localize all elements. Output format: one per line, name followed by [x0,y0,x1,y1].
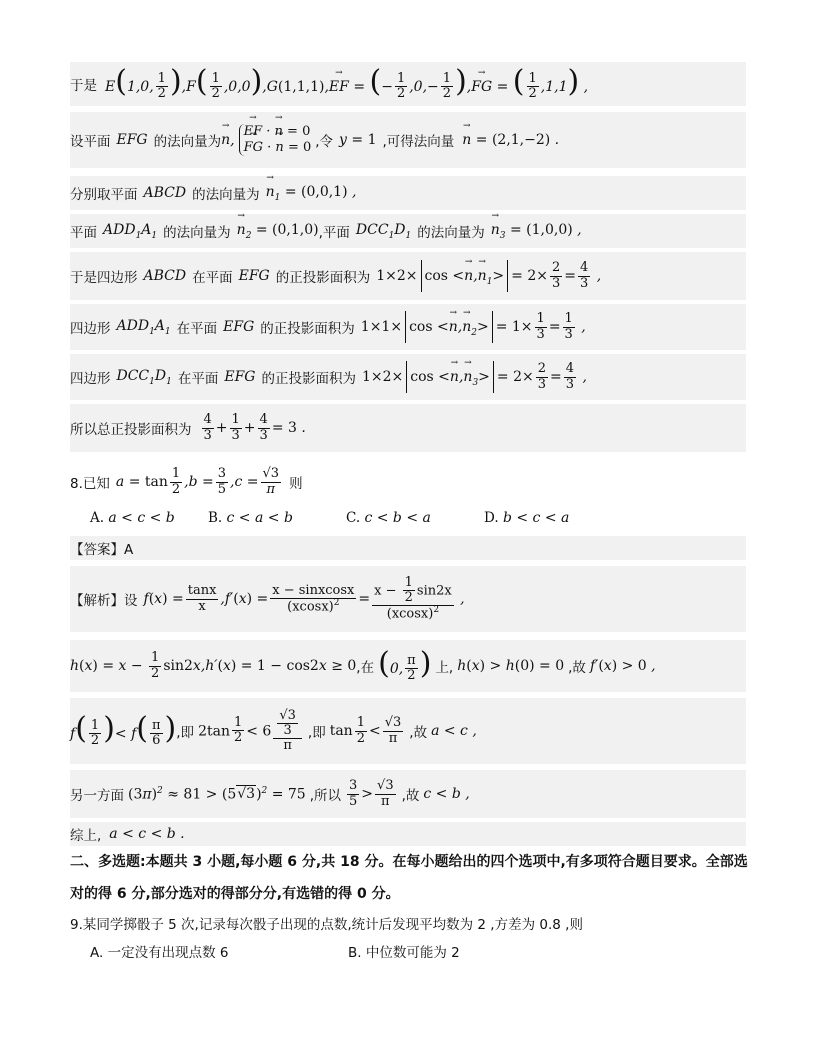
q8-text-gu: ,故 [568,660,586,676]
math-c-lt-b: c < b , [423,786,470,802]
math-efg-2: EFG [238,268,270,284]
math-pi-compare: $(3\pi)^2 \approx 81 > (5√3)^2 = 75$ [128,785,306,803]
q8-analysis-line-2 [70,640,746,692]
q8-text-ji-1: ,即 [176,725,195,741]
solution-line-coordinates [70,62,746,106]
q8-answer [70,536,746,560]
q8-option-a: A. a < c < b [90,510,175,526]
q8-text-shang: 上, [435,660,454,676]
q9-option-a: A. 一定没有出现点数 6 [90,945,229,961]
solution-line-area-abcd [70,252,746,300]
solution-line-area-add1a1 [70,304,746,350]
math-q8-values: a = tan $\frac{1}{2}$ ,b = $\frac{3}{5}$ ,c = $\frac{√3}{\pi}$ [115,466,280,497]
math-add1a1: $ADD_1A_1$ [103,221,158,241]
question-8-options [90,510,569,526]
q8-text-gu-3: ,故 [401,788,420,804]
q8-option-d: D. b < c < a [484,510,570,526]
section-2-heading: 二、多选题:本题共 3 小题,每小题 6 分,共 18 分。在每小题给出的四个选项中,有多项符合题目要求。全部选对的得 6 分,部分选对的得部分分,有选错的得 0 分。 [70,854,748,902]
q8-text-conclusion: 综上, [70,828,102,844]
text-normal-is: 的法向量为 [192,187,260,203]
question-8-stem [70,460,746,504]
q8-answer-label: 【答案】A [70,542,134,558]
math-dcc1d1: $DCC_1D_1$ [355,221,412,241]
math-2tan: 2tan $\frac{1}{2}$ < 6 $\frac{\frac{√3}{3}}{\pi}$ [198,709,304,754]
text-plane-2: ,平面 [318,225,350,241]
math-dcc1d1-2: $DCC_1D_1$ [116,367,172,387]
math-three-fifths: $\frac{3}{5}$ > $\frac{√3}{\pi}$ [349,778,394,809]
solution-line-normal-vector [70,112,746,168]
q8-option-c: C. c < b < a [346,510,431,526]
text-in-plane-2: 在平面 [176,321,218,337]
q8-analysis-line-1 [70,566,746,632]
solution-line-n2-n3 [70,214,746,248]
math-area-3: $1\times 2\times \cos <\to n,\to n_3> = 2\times$ $\frac{2}{3}$ = $\frac{4}{3}$ , [362,361,587,393]
q8-analysis-label: 【解析】设 [70,593,138,609]
math-fx-derivative: f(x) = $\frac{\tan x}{x}$ ,f′(x) = $\frac{\text{x − sinxcosx}}{(xcosx)^2}$ = x − $\frac{1}{2}$ sin2x $(xcosx)^2$ , [143,574,465,622]
q8-text-suoyi: ,所以 [309,788,342,804]
math-fprime-pos: f′(x) > 0 , [589,658,656,674]
math-efg-4: EFG [224,369,256,385]
text-quad: 四边形 [70,321,111,337]
math-n-value: → n = (2,1,−2) . [462,132,559,148]
math-a-lt-c: a < c , [431,723,477,739]
math-f-compare: f( $\frac{1}{2}$ )< f( $\frac{\pi}{6}$ ) [70,710,177,749]
text-quad-abcd: 于是四边形 [70,270,138,286]
q8-suffix: 则 [289,476,303,492]
math-interval: (0, $\frac{\pi}{2}$ ) [378,645,432,684]
math-final-order: a < c < b . [109,826,185,842]
text-set-plane: 设平面 [70,134,111,150]
text-get-normal: ,可得法向量 [382,134,455,150]
text-plane: 平面 [70,225,97,241]
q8-text-other-hand: 另一方面 [70,788,124,804]
text-normal-is-2: 的法向量为 [163,225,231,241]
q8-option-b: B. c < a < b [208,510,293,526]
text-let: ,令 [315,134,334,150]
math-points-vectors: E(1,0, $\frac{1}{2}$ ),F( $\frac{1}{2}$ ,0,0),G(1,1,1),→ EF = (− $\frac{1}{2}$ ,0,− $\frac{1}{2}$ ),→ FG = ( $\frac{1}{2}$ ,1,1) , [105,67,588,102]
text-total-area: 所以总正投影面积为 [70,422,192,438]
math-n3: → $n_3 = (1,0,0)$ , [491,222,582,241]
q9-stem-text: 9.某同学掷骰子 5 次,记录每次骰子出现的点数,统计后发现平均数为 2 ,方差为 0.8 ,则 [70,917,583,933]
math-n1: → $n_1 = (0,0,1)$ , [266,184,357,203]
math-n2: → $n_2 = (0,1,0)$ [237,222,319,241]
question-9-options [90,941,460,961]
math-hx-pos: h(x) > h(0) = 0 [457,658,565,674]
q8-text-gu-2: ,故 [409,725,428,741]
math-total: $\frac{4}{3}$ + $\frac{1}{3}$ + $\frac{4}{3}$ = 3 . [203,412,306,443]
math-abcd: ABCD [143,185,187,201]
math-add1a1-2: $ADD_1A_1$ [116,317,171,337]
math-hx: h(x) = x − $\frac{1}{2}$ sin2x,h′(x) = 1 − cos2x ≥ 0 [70,650,357,681]
q8-text-zai: ,在 [356,660,375,676]
text-proj-area-2: 的正投影面积为 [260,321,355,337]
text-in-plane-3: 在平面 [177,371,219,387]
q9-option-b: B. 中位数可能为 2 [348,945,460,961]
math-efg: EFG [116,132,148,148]
q8-analysis-line-4 [70,770,746,818]
math-area-2: $1\times 1\times \cos <\to n,\to n_2> = 1\times$ $\frac{1}{3}$ = $\frac{1}{3}$ , [361,311,586,343]
text-normal-vector-is: 的法向量为 [153,134,222,150]
math-abcd-2: ABCD [143,268,187,284]
solution-line-n1 [70,176,746,210]
text-take-plane: 分别取平面 [70,187,138,203]
text-yushi: 于是 [70,78,97,94]
math-area-1: $1\times 2\times \cos <\to n,\to n_1> = 2\times$ $\frac{2}{3}$ = $\frac{4}{3}$ , [376,260,601,292]
math-y-eq-1: y = 1 [339,132,377,148]
question-9-stem [70,912,746,934]
q8-text-ji-2: ,即 [307,725,326,741]
q8-prefix: 8.已知 [70,476,110,492]
text-proj-area: 的正投影面积为 [275,270,371,286]
solution-line-area-dcc1d1 [70,354,746,400]
math-efg-3: EFG [223,319,255,335]
text-normal-is-3: 的法向量为 [417,225,485,241]
text-quad-2: 四边形 [70,371,111,387]
text-in-plane: 在平面 [192,270,233,286]
q8-conclusion [70,822,746,846]
q8-analysis-line-3 [70,698,746,764]
math-system: → n, → EF · → n = 0 → FG · → n = 0 [221,124,315,157]
solution-line-total [70,404,746,452]
math-tan-half: tan $\frac{1}{2}$ < $\frac{√3}{\pi}$ [329,715,402,746]
text-proj-area-3: 的正投影面积为 [261,371,356,387]
